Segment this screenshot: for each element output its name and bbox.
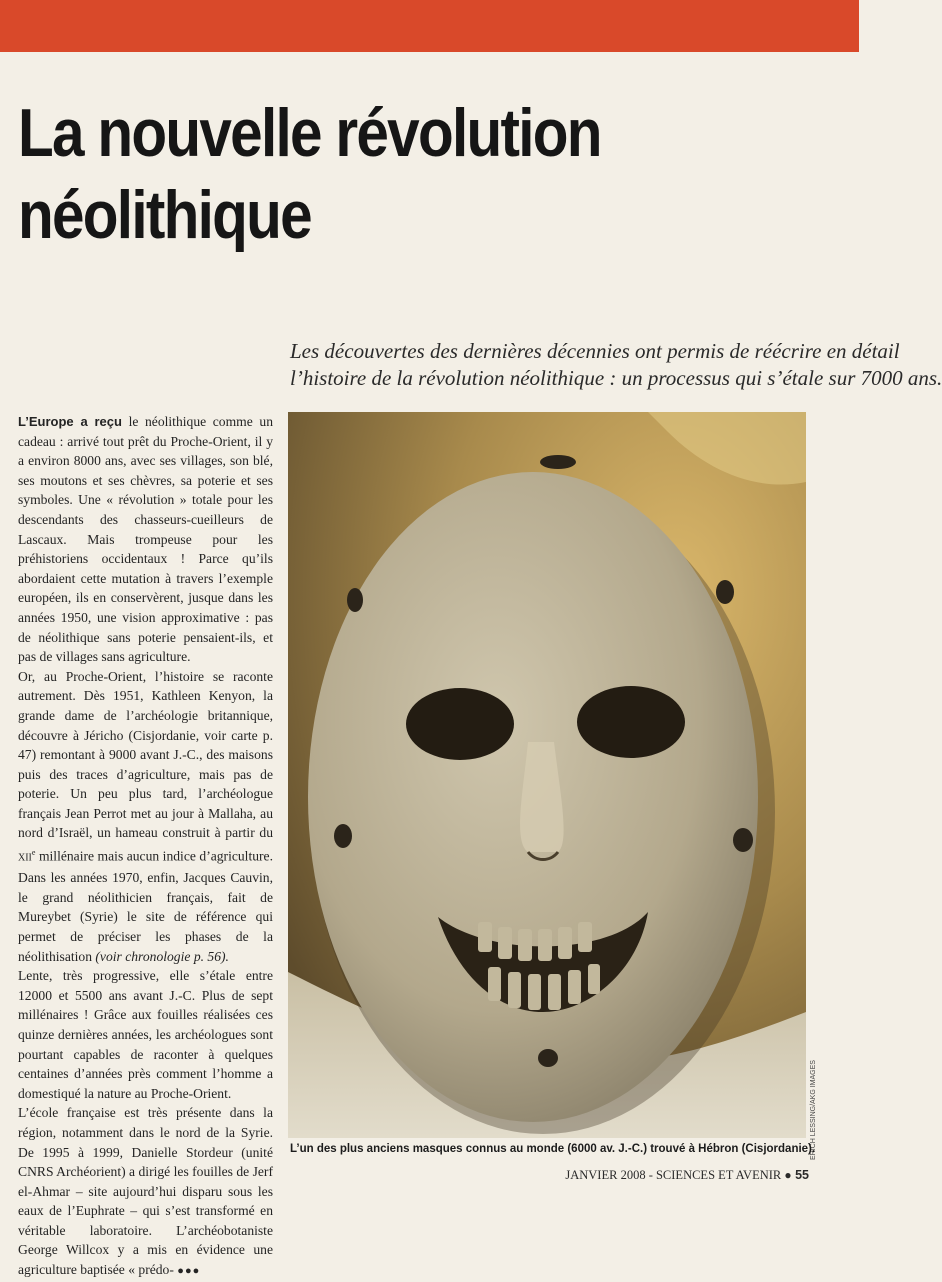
top-color-band (0, 0, 859, 52)
paragraph-2-text-a: Or, au Proche-Orient, l’histoire se raconte autrement. Dès 1951, Kathleen Kenyon, la grande dame de l’archéologie britannique, découvre à Jéricho (Cisjordanie, voir carte p. 47) remontant à 9000 avant J.-C., des maisons puis des traces d’agriculture, mais pas de poterie. Un peu plus tard, l’archéologue français Jean Perrot met au jour à Mallaha, au nord d’Israël, un hameau construit à partir du (18, 668, 273, 841)
bullet-icon: ● (784, 1168, 792, 1182)
paragraph-1 (18, 412, 273, 667)
lede-line-2: l’histoire de la révolution néolithique : un processus qui s’étale sur 7000 ans. (290, 366, 942, 390)
page-number: 55 (791, 1168, 809, 1182)
title-line-1: La nouvelle révolution (18, 95, 601, 171)
stone-mask-photo (288, 412, 806, 1138)
paragraph-4 (18, 1103, 273, 1281)
paragraph-4-text: L’école française est très présente dans la région, notamment dans le nord de la Syrie. De 1995 à 1999, Danielle Stordeur (unité CNRS Archéorient) a dirigé les fouilles de Jerf el-Ahmar – site aujourd’hui disparu sous les eaux de l’Euphrate – qui s’est transformé en véritable laboratoire. L’archéobotaniste George Willcox y a mis en évidence une agriculture baptisée « prédo- (18, 1105, 273, 1278)
paragraph-1-text: le néolithique comme un cadeau : arrivé tout prêt du Proche-Orient, il y a environ 8000 ans, avec ses villages, son blé, ses moutons et ses chèvres, sa poterie et ses symboles. Une « révolution » totale pour les descendants des chasseurs-cueilleurs de Lascaux. Mais trompeuse pour les préhistoriens occidentaux ! Parce qu’ils abordaient cette mutation à travers l’exemple européen, ils en conservèrent, jusque dans les années 1950, une vision approximative : pas de néolithique sans poterie pensaient-ils, et pas de villages sans agriculture. (18, 414, 273, 665)
article-title (18, 92, 706, 256)
superscript-e: e (31, 848, 36, 858)
lead-in: L’Europe a reçu (18, 414, 122, 429)
lede-line-1: Les découvertes des dernières décennies ont permis de réécrire en détail (290, 339, 900, 363)
chronology-reference: (voir chronologie p. 56). (95, 948, 229, 964)
roman-numeral: XII (18, 852, 32, 864)
paragraph-2 (18, 667, 273, 966)
article-lede (290, 338, 942, 392)
paragraph-3: Lente, très progressive, elle s’étale entre 12000 et 5500 ans avant J.-C. Plus de sept millénaires ! Grâce aux fouilles réalisées ces quinze dernières années, les archéologues sont pourtant capables de raconter à quelques centaines d’années près comment l’homme a domestiqué la nature au Proche-Orient. (18, 968, 273, 1101)
title-line-2: néolithique (18, 177, 311, 253)
paragraph-2-text-b: millénaire mais aucun indice d’agriculture. Dans les années 1970, enfin, Jacques Cauvin, le grand néolithicien français, fait de Mureybet (Syrie) le site de référence qui permet de préciser les phases de la néolithisation (18, 848, 273, 964)
continued-marker: ●●● (177, 1265, 201, 1278)
photo-credit: ERICH LESSING/AKG IMAGES (810, 1060, 817, 1160)
page-footer (565, 1168, 809, 1183)
footer-text: JANVIER 2008 - SCIENCES ET AVENIR (565, 1168, 785, 1182)
photo-caption: L’un des plus anciens masques connus au monde (6000 av. J.-C.) trouvé à Hébron (Cisjordanie). (290, 1143, 816, 1155)
body-text-column (18, 412, 273, 1282)
